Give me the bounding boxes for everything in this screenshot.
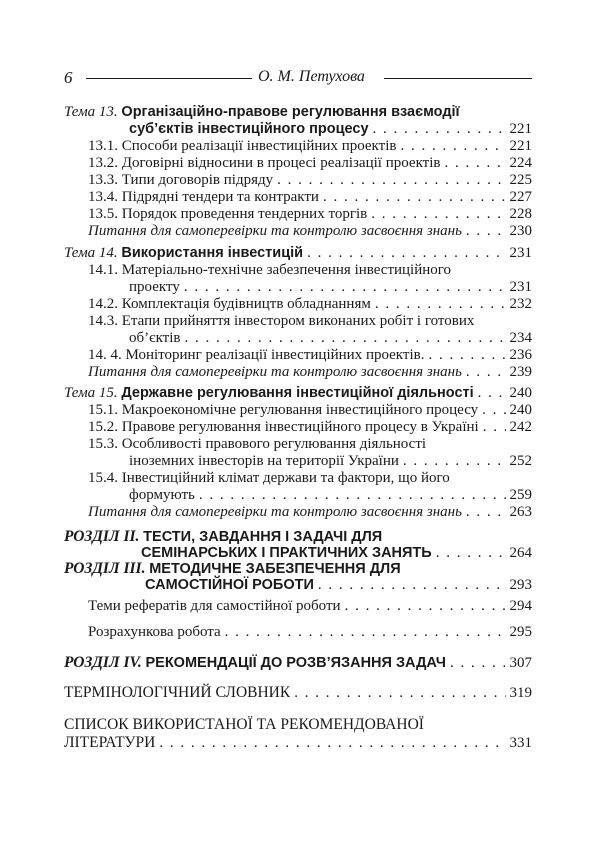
toc-item-text: 13.3. Типи договорів підряду — [88, 172, 274, 188]
leader-dots — [444, 155, 505, 172]
toc-glossary — [64, 684, 532, 702]
toc-item-text: 13.4. Підрядні тендери та контракти — [88, 189, 319, 205]
toc-item-text: об’єктів — [129, 330, 181, 346]
toc-item-page: 224 — [509, 155, 532, 171]
leader-dots — [345, 598, 506, 615]
toc-topic-15-label: Тема 15. — [64, 385, 118, 401]
toc-questions — [88, 504, 532, 521]
toc-section-4-page: 307 — [509, 655, 532, 671]
leader-dots — [478, 385, 506, 402]
page-number: 6 — [64, 68, 73, 87]
toc-item — [129, 279, 532, 296]
toc-topic-14-title: Використання інвестицій — [121, 245, 304, 261]
toc-item-text: 15.2. Правове регулювання інвестиційного процесу в Україні — [88, 419, 479, 435]
toc-topic-13-heading — [64, 104, 460, 121]
leader-dots — [371, 206, 505, 223]
toc-item-text: 13.2. Договірні відносини в процесі реалізації проектів — [88, 155, 441, 171]
toc-topic-14-heading — [64, 245, 532, 262]
toc-glossary-text: ТЕРМІНОЛОГІЧНИЙ СЛОВНИК — [64, 684, 291, 701]
toc-item-text: проекту — [129, 279, 180, 295]
leader-dots — [483, 419, 506, 436]
toc-item-page: 295 — [509, 624, 532, 640]
toc-questions-text: Питання для самоперевірки та контролю засвоєння знань — [88, 364, 462, 380]
toc-item-line1: 15.4. Інвестиційний клімат держави та фактори, що його — [88, 470, 450, 486]
leader-dots — [307, 245, 505, 262]
toc-item — [88, 155, 532, 172]
leader-dots — [428, 347, 505, 364]
toc-topic-13-page: 221 — [509, 121, 532, 137]
toc-item-page: 225 — [509, 172, 532, 188]
toc-item-page: 236 — [509, 347, 532, 363]
toc-topic-15-page: 240 — [509, 385, 532, 401]
leader-dots — [373, 121, 506, 138]
toc-item-page: 242 — [509, 419, 532, 435]
toc-item — [88, 419, 532, 436]
leader-dots — [400, 138, 505, 155]
leader-dots — [482, 402, 505, 419]
toc-item — [88, 206, 532, 223]
toc-section-2-title-text: СЕМІНАРСЬКИХ І ПРАКТИЧНИХ ЗАНЯТЬ — [141, 545, 432, 561]
toc-item-text: 13.1. Способи реалізації інвестиційних проектів — [88, 138, 397, 154]
toc-section-3-title-line1: МЕТОДИЧНЕ ЗАБЕЗПЕЧЕННЯ ДЛЯ — [149, 561, 401, 577]
leader-dots — [199, 487, 506, 504]
toc-item-text: 14.2. Комплектація будівництв обладнанням — [88, 296, 371, 312]
toc-item — [88, 296, 532, 313]
toc-questions — [88, 223, 532, 240]
toc-item-text: Розрахункова робота — [88, 624, 221, 640]
toc-item-text: іноземних інвесторів на території України — [129, 453, 399, 469]
toc-section-3-label: РОЗДІЛ ІІІ. — [64, 560, 146, 577]
toc-item-page: 252 — [509, 453, 532, 469]
leader-dots — [450, 655, 506, 672]
leader-dots — [466, 364, 506, 381]
toc-section-3-title-text: САМОСТІЙНОЇ РОБОТИ — [145, 577, 314, 593]
toc-bibliography-line1: СПИСОК ВИКОРИСТАНОЇ ТА РЕКОМЕНДОВАНОЇ — [64, 716, 424, 733]
toc-section-4-title: РЕКОМЕНДАЦІЇ ДО РОЗВ’ЯЗАННЯ ЗАДАЧ — [145, 655, 446, 671]
toc-topic-13-title-line1: Організаційно-правове регулювання взаємодії — [121, 104, 460, 120]
toc-questions-text: Питання для самоперевірки та контролю засвоєння знань — [88, 504, 462, 520]
leader-dots — [184, 279, 506, 296]
toc-section-3-title-line2 — [145, 577, 532, 594]
toc-questions-page: 239 — [509, 364, 532, 380]
toc-item — [88, 624, 532, 641]
toc-item-line1: 15.3. Особливості правового регулювання діяльності — [88, 436, 427, 452]
toc-item — [129, 487, 532, 504]
leader-dots — [318, 577, 506, 594]
toc-item — [88, 138, 532, 155]
toc-item-page: 227 — [509, 189, 532, 205]
toc-item-page: 294 — [509, 598, 532, 614]
toc-item-text: 14. 4. Моніторинг реалізації інвестиційних проектів. — [88, 347, 425, 363]
toc-questions-page: 263 — [509, 504, 532, 520]
toc-bibliography — [64, 734, 532, 752]
toc-questions — [88, 364, 532, 381]
toc-topic-13-title-text: суб’єктів інвестиційного процесу — [129, 121, 369, 137]
toc-item-page: 221 — [509, 138, 532, 154]
toc-item — [129, 330, 532, 347]
toc-item-page: 232 — [509, 296, 532, 312]
toc-item-page: 240 — [509, 402, 532, 418]
toc-section-2-heading — [64, 528, 382, 546]
leader-dots — [225, 624, 506, 641]
toc-item — [88, 347, 532, 364]
toc-item — [88, 598, 532, 615]
leader-dots — [466, 223, 506, 240]
toc-section-4-label: РОЗДІЛ IV. — [64, 654, 142, 671]
toc-item-text: формують — [129, 487, 195, 503]
toc-section-3-heading — [64, 560, 401, 578]
leader-dots — [277, 172, 505, 189]
toc-item-page: 228 — [509, 206, 532, 222]
toc-item-line1: 14.3. Етапи прийняття інвестором виконаних робіт і готових — [88, 313, 475, 329]
toc-section-3-page: 293 — [509, 577, 532, 593]
toc-item-line1: 14.1. Матеріально-технічне забезпечення інвестиційного — [88, 262, 452, 278]
toc-glossary-page: 319 — [509, 685, 532, 701]
toc-section-2-page: 264 — [509, 545, 532, 561]
leader-dots — [184, 330, 505, 347]
toc-item-text: Теми рефератів для самостійної роботи — [88, 598, 341, 614]
toc-item-text: 15.1. Макроекономічне регулювання інвестиційного процесу — [88, 402, 479, 418]
toc-item-text: 13.5. Порядок проведення тендерних торгів — [88, 206, 368, 222]
leader-dots — [375, 296, 506, 313]
toc-questions-text: Питання для самоперевірки та контролю засвоєння знань — [88, 223, 462, 239]
toc-item — [88, 189, 532, 206]
toc-item — [88, 172, 532, 189]
leader-dots — [323, 189, 506, 206]
toc-topic-13-title-line2 — [129, 121, 532, 138]
toc-section-2-label: РОЗДІЛ ІІ. — [64, 528, 140, 545]
toc-topic-14-label: Тема 14. — [64, 245, 118, 261]
leader-dots — [159, 735, 505, 752]
toc-item-page: 231 — [509, 279, 532, 295]
toc-item-page: 259 — [509, 487, 532, 503]
leader-dots — [294, 685, 505, 702]
toc-item-page: 234 — [509, 330, 532, 346]
running-head: О. М. Петухова — [258, 68, 365, 85]
toc-bibliography-page: 331 — [509, 735, 532, 751]
leader-dots — [403, 453, 506, 470]
toc-bibliography-text: ЛІТЕРАТУРИ — [64, 734, 156, 751]
toc-topic-15-title: Державне регулювання інвестиційної діяльності — [121, 385, 474, 401]
leader-dots — [466, 504, 506, 521]
toc-section-2-title-line1: ТЕСТИ, ЗАВДАННЯ І ЗАДАЧІ ДЛЯ — [143, 529, 383, 545]
leader-dots — [436, 545, 506, 562]
toc-item — [88, 402, 532, 419]
toc-topic-15-heading — [64, 385, 532, 402]
toc-section-4-heading — [64, 654, 532, 672]
toc-item — [129, 453, 532, 470]
toc-questions-page: 230 — [509, 223, 532, 239]
toc-topic-13-label: Тема 13. — [64, 104, 118, 120]
toc-topic-14-page: 231 — [509, 245, 532, 261]
